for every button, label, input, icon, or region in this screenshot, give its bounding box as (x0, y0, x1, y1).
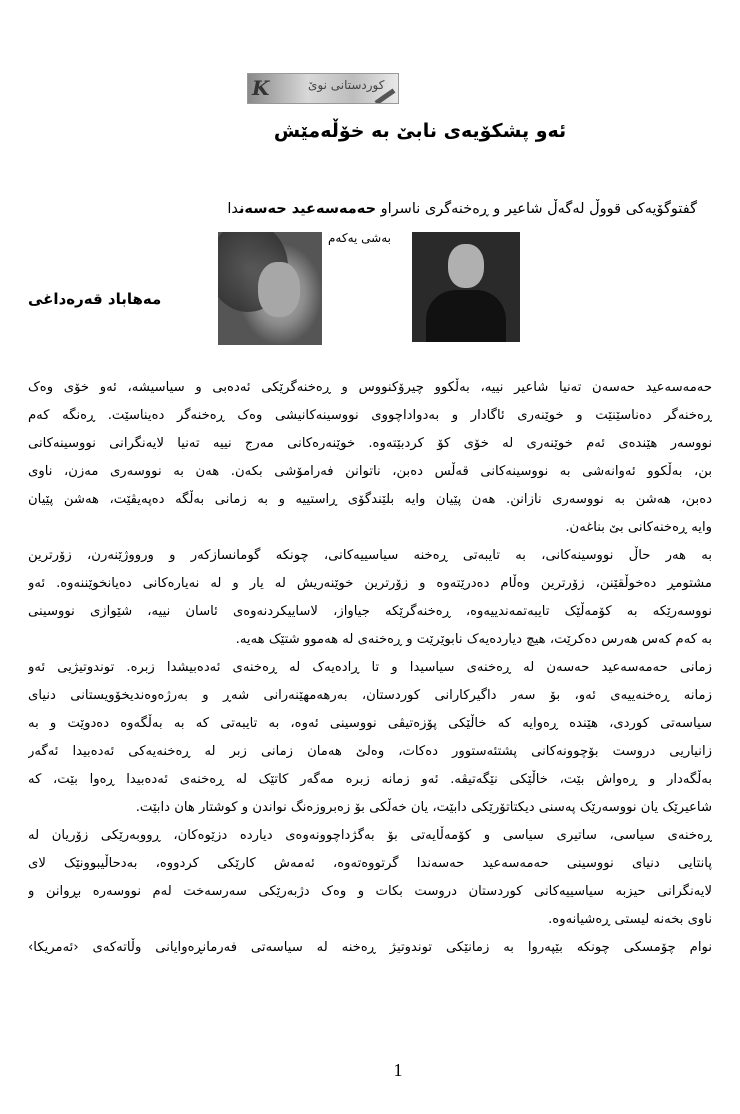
article-title: ئەو پشکۆیەی نابێ بە خۆڵەمێش (273, 120, 567, 142)
text-line: ڕەخنەگر دەناسێنێت و خوێنەری ئاگادار و بەدواداچووی نووسینەکانیشی وەک ڕەخنەگر دەیناسێت. ڕەنگە کەم (28, 408, 712, 423)
text-line: لایەنگرانی حیزبە سیاسییەکانی کوردستان دروست بکات و وەک دژبەرێکی سەرسەخت لەم نووسەرە بڕوانن و (28, 884, 712, 899)
article-body (28, 374, 712, 962)
text-line: زانیاریی دروست بۆچوونەکانی پشتئەستوور دەکات، وەلێ هەمان زمانی زبر لە ڕەخنەیەکی ئەدەبیدا ئەگەر (28, 744, 712, 759)
text-line: نوام چۆمسکی چونکە بێپەروا بە زمانێکی توندوتیژ ڕەخنە لە سیاسەتی فەرمانڕەوایانی وڵاتەکەی ‹ئەمریکا› (28, 940, 712, 955)
subtitle-prefix: گفتوگۆیەکی قووڵ لەگەڵ شاعیر و ڕەخنەگری ناسراو (376, 201, 697, 217)
publication-logo (247, 73, 399, 104)
paragraph (28, 654, 712, 822)
text-line: نووسەر هێندەی ئەم خوێنەری لە خۆی کۆ کردبێتەوە. خوێنەرەکانی مەرج نییە تەنیا لایەنگرانی نووسینەکانی (28, 436, 712, 451)
paragraph (28, 374, 712, 542)
page-number: 1 (393, 1060, 403, 1080)
text-line: شاعیرێک یان نووسەرێک پەسنی دیکتاتۆرێکی دابێت، یان خەڵکی بۆ زەبروزەنگ نواندن و کوشتار هان دابێت. (135, 800, 712, 815)
text-line: بە هەر حاڵ نووسینەکانی، بە تایبەتی ڕەخنە سیاسییەکانی، چونکە گومانسازکەر و ورووژێنەرن، زۆرترین (28, 548, 712, 563)
logo-text: کوردستانی نوێ (308, 78, 385, 92)
text-line: زمانە ڕەخنەییەی ئەو، بۆ سەر داگیرکارانی کوردستان، بەرهەمهێنەرانی شەڕ و بەرژەوەندیخۆویستانی دنیای (28, 688, 712, 703)
text-line: زمانی حەمەسەعید حەسەن لە ڕەخنەی سیاسیدا و تا ڕادەیەک لە ڕەخنەی ئەدەبیشدا زبرە. توندوتیژیی ئەو (28, 660, 712, 675)
text-line: نووسەرێکە بە کۆمەڵێک تایبەتمەندییەوە، ڕەخنەگرێکە جیاواز، لاساییکردنەوەی ئاسان نییە، شێوازی نووسینی (28, 604, 712, 619)
text-line: بە کەم کەس هەرس دەکرێت، هیچ دیاردەیەک نابوێرێت و ڕەخنەی لە هەموو شتێک هەیە. (235, 632, 712, 647)
subtitle-suffix: دا (227, 201, 239, 217)
text-line: ڕەخنەی سیاسی، ساتیری سیاسی و کۆمەڵایەتی بۆ بەگژداچوونەوەی دیاردە دزێوەکان، ڕووبەرێکی زۆریان لە (28, 828, 712, 843)
text-line: مشتومڕ دەخوڵقێنن، زۆرترین وەڵام دەدرێتەوە و زۆرترین خوێنەریش لە یار و لە نەیارەکانی دەیانخوێننەوە. ئەو (28, 576, 712, 591)
text-line: بن، بەڵکوو ئەوانەشی بە نووسینەکانی قەڵس دەبن، ناتوانن فەرامۆشی بکەن. هەن بە نووسەری مەزن، ناوی (28, 464, 712, 479)
paragraph (28, 822, 712, 934)
interviewee-name: حەمەسەعید حەسەن (238, 201, 377, 217)
text-line: سیاسەتی کوردی، هێندە ڕەوایە کە خاڵێکی پۆزەتیڤی نووسینی ئەوە، بە تایبەتی کە بە بەڵگەوە دەدوێت و بە (28, 716, 712, 731)
paragraph (28, 542, 712, 654)
author-name: مەهاباد قەرەداغی (28, 290, 162, 308)
text-line: پانتایی دنیای نووسینی حەمەسەعید حەسەندا گرتووەتەوە، ئەمەش کارێکی کردووە، بەدحاڵیبوونێک لای (28, 856, 712, 871)
text-line: حەمەسەعید حەسەن تەنیا شاعیر نییە، بەڵکوو چیرۆکنووس و ڕەخنەگرێکی ئەدەبی و سیاسیشە، ئەو خۆی وەک (28, 380, 712, 395)
logo-mark: K (252, 76, 270, 100)
text-line: وایە ڕەخنەکانی بێ بناغەن. (565, 520, 712, 535)
text-line: بەڵگەدار و ڕەواش بێت، خاڵێکی نێگەتیڤە. ئەو زمانە زبرە مەگەر کاتێک لە ڕەخنەی ئەدەبیدا ڕەوا بێت، کە (28, 772, 712, 787)
interviewee-photo (412, 232, 520, 342)
part-label: بەشی یەکەم (328, 231, 391, 245)
author-photo (218, 232, 322, 345)
article-subtitle (227, 201, 697, 217)
text-line: دەبن، هەشن بە نووسەری نازانن. هەن پێیان وایە بلێندگۆی ڕاستییە و بە زمانی بەڵگە دەپەیڤێت، هەشن پێیان (28, 492, 712, 507)
text-line: ناوی بخەنە لیستی ڕەشیانەوە. (548, 912, 712, 927)
paragraph (28, 934, 712, 962)
